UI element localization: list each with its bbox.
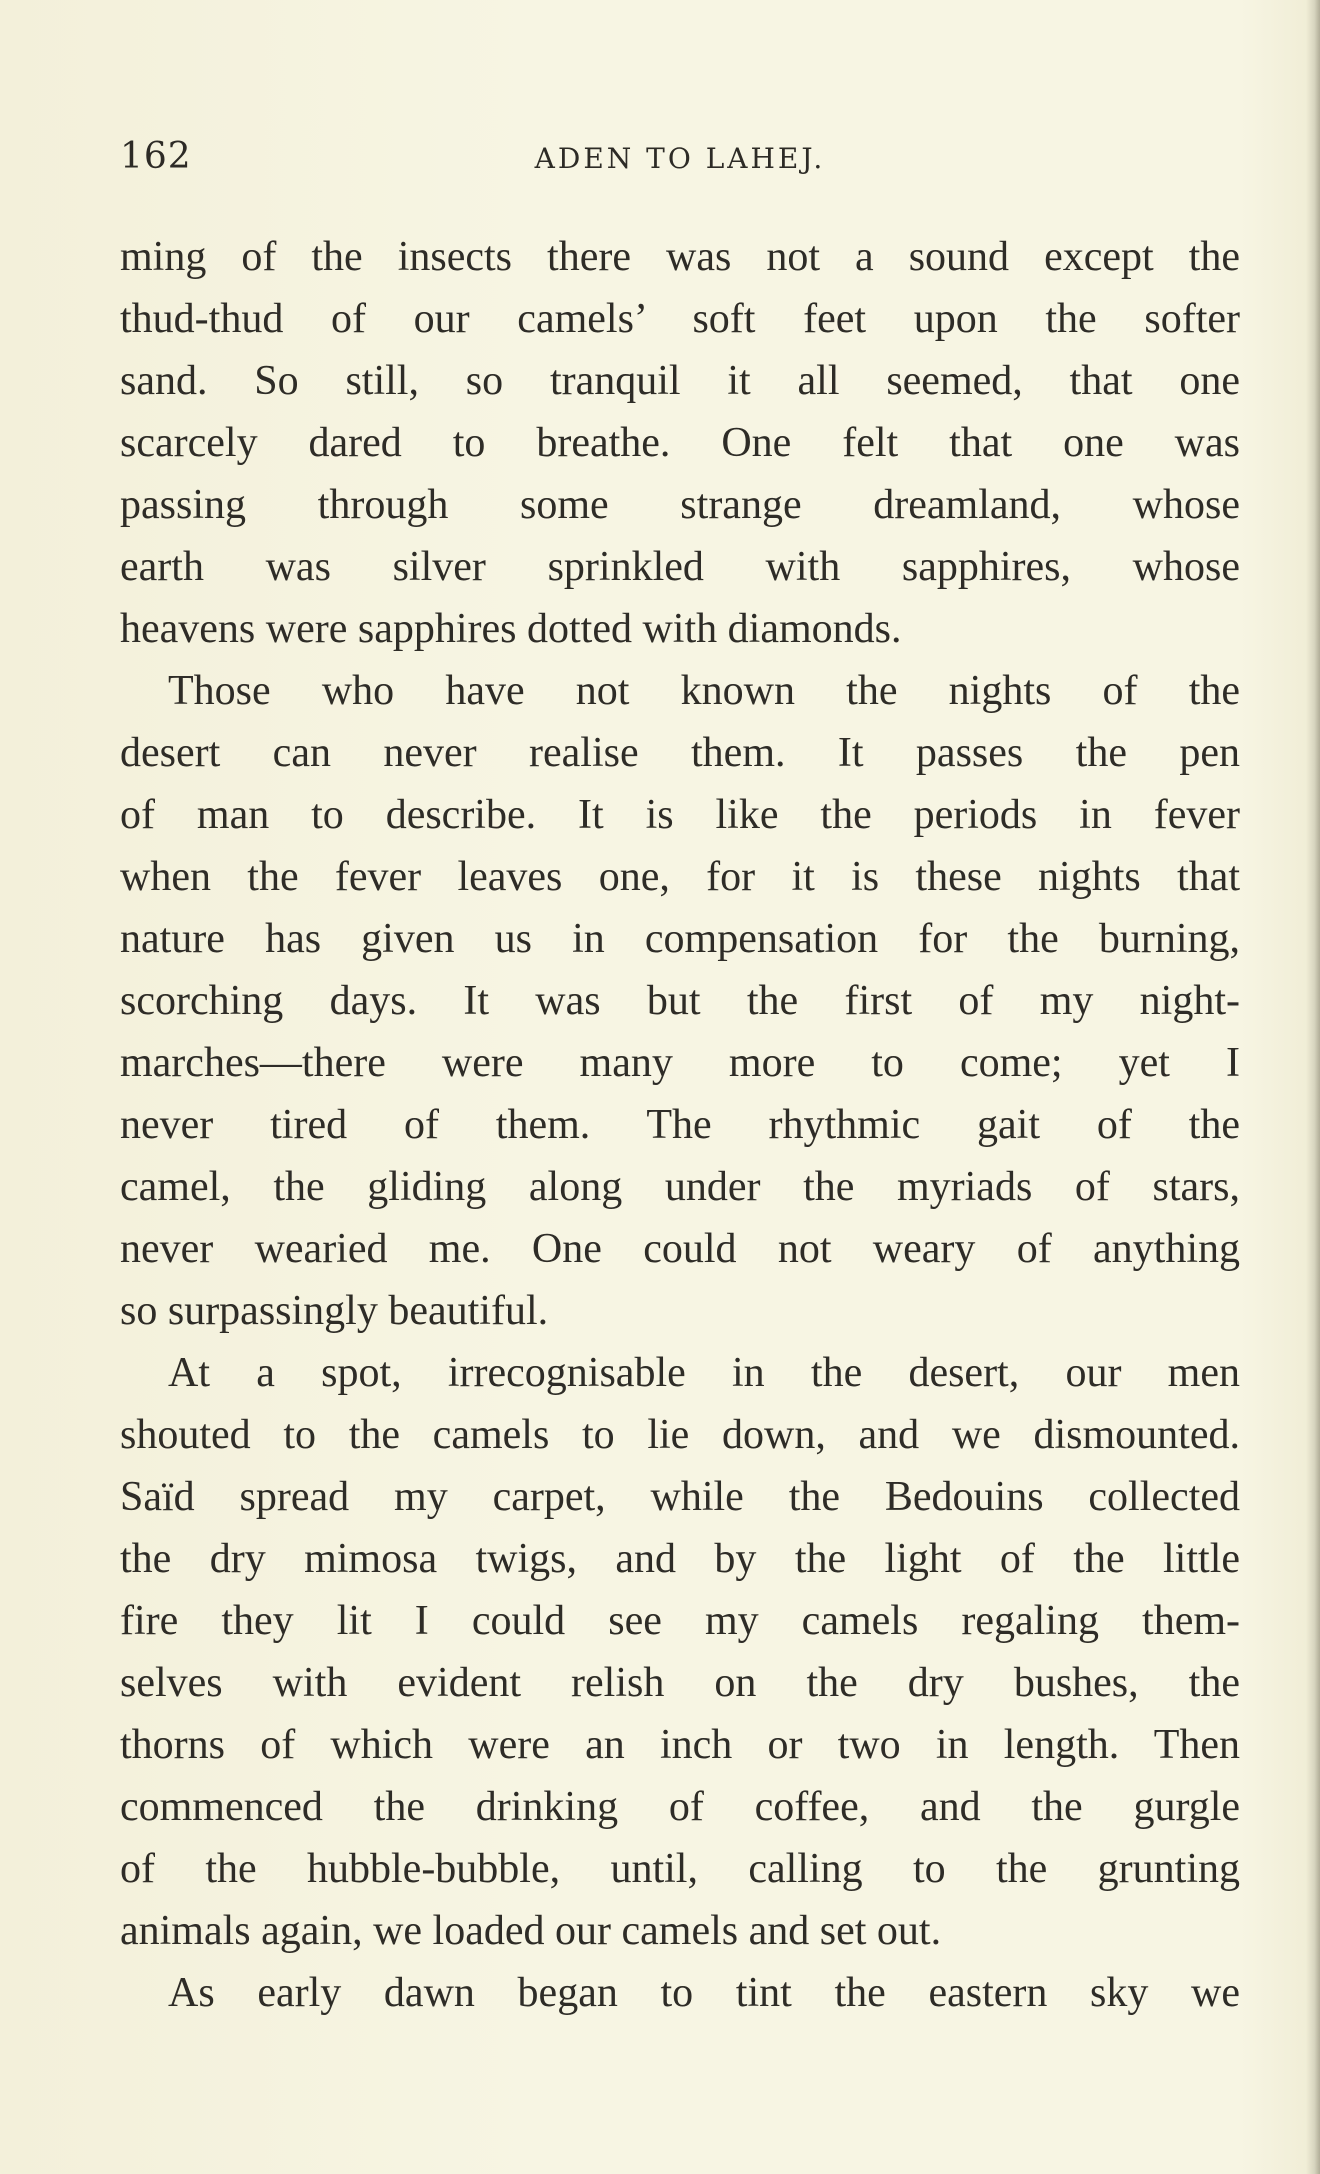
paragraph	[120, 1962, 1240, 2024]
paragraph	[120, 226, 1240, 660]
text-line: scorching days. It was but the first of my night-	[120, 978, 1240, 1024]
text-line: At a spot, irrecognisable in the desert, our men	[168, 1350, 1240, 1396]
page-edge-shadow	[1306, 0, 1320, 2174]
text-line: passing through some strange dreamland, whose	[120, 482, 1240, 528]
body-text	[120, 226, 1240, 2024]
text-line: never tired of them. The rhythmic gait of the	[120, 1102, 1240, 1148]
text-line: desert can never realise them. It passes the pen	[120, 730, 1240, 776]
text-line: animals again, we loaded our camels and set out.	[120, 1908, 942, 1954]
text-line: sand. So still, so tranquil it all seemed, that one	[120, 358, 1240, 404]
text-line: camel, the gliding along under the myriads of stars,	[120, 1164, 1240, 1210]
text-line: thud-thud of our camels’ soft feet upon the softer	[120, 296, 1240, 342]
text-line: of the hubble-bubble, until, calling to the grunting	[120, 1846, 1240, 1892]
paragraph	[120, 660, 1240, 1342]
running-head: ADEN TO LAHEJ.	[534, 142, 826, 175]
text-line: thorns of which were an inch or two in length. Then	[120, 1722, 1240, 1768]
text-line: earth was silver sprinkled with sapphires, whose	[120, 544, 1240, 590]
text-line: selves with evident relish on the dry bushes, the	[120, 1660, 1240, 1706]
text-line: when the fever leaves one, for it is these nights that	[120, 854, 1240, 900]
text-line: nature has given us in compensation for the burning,	[120, 916, 1240, 962]
text-line: the dry mimosa twigs, and by the light of the little	[120, 1536, 1240, 1582]
text-line: of man to describe. It is like the periods in fever	[120, 792, 1240, 838]
text-line: Those who have not known the nights of the	[168, 668, 1240, 714]
text-line: never wearied me. One could not weary of anything	[120, 1226, 1240, 1272]
text-line: fire they lit I could see my camels regaling them-	[120, 1598, 1240, 1644]
text-line: shouted to the camels to lie down, and we dismounted.	[120, 1412, 1240, 1458]
paragraph	[120, 1342, 1240, 1962]
text-line: scarcely dared to breathe. One felt that one was	[120, 420, 1240, 466]
text-line: As early dawn began to tint the eastern sky we	[168, 1970, 1240, 2016]
text-line: Saïd spread my carpet, while the Bedouins collected	[120, 1474, 1240, 1520]
text-line: marches—there were many more to come; yet I	[120, 1040, 1240, 1086]
text-line: so surpassingly beautiful.	[120, 1288, 549, 1334]
page-number: 162	[120, 136, 192, 177]
text-line: commenced the drinking of coffee, and the gurgle	[120, 1784, 1240, 1830]
text-line: heavens were sapphires dotted with diamonds.	[120, 606, 902, 652]
text-line: ming of the insects there was not a sound except the	[120, 234, 1240, 280]
page-header	[120, 136, 1240, 184]
